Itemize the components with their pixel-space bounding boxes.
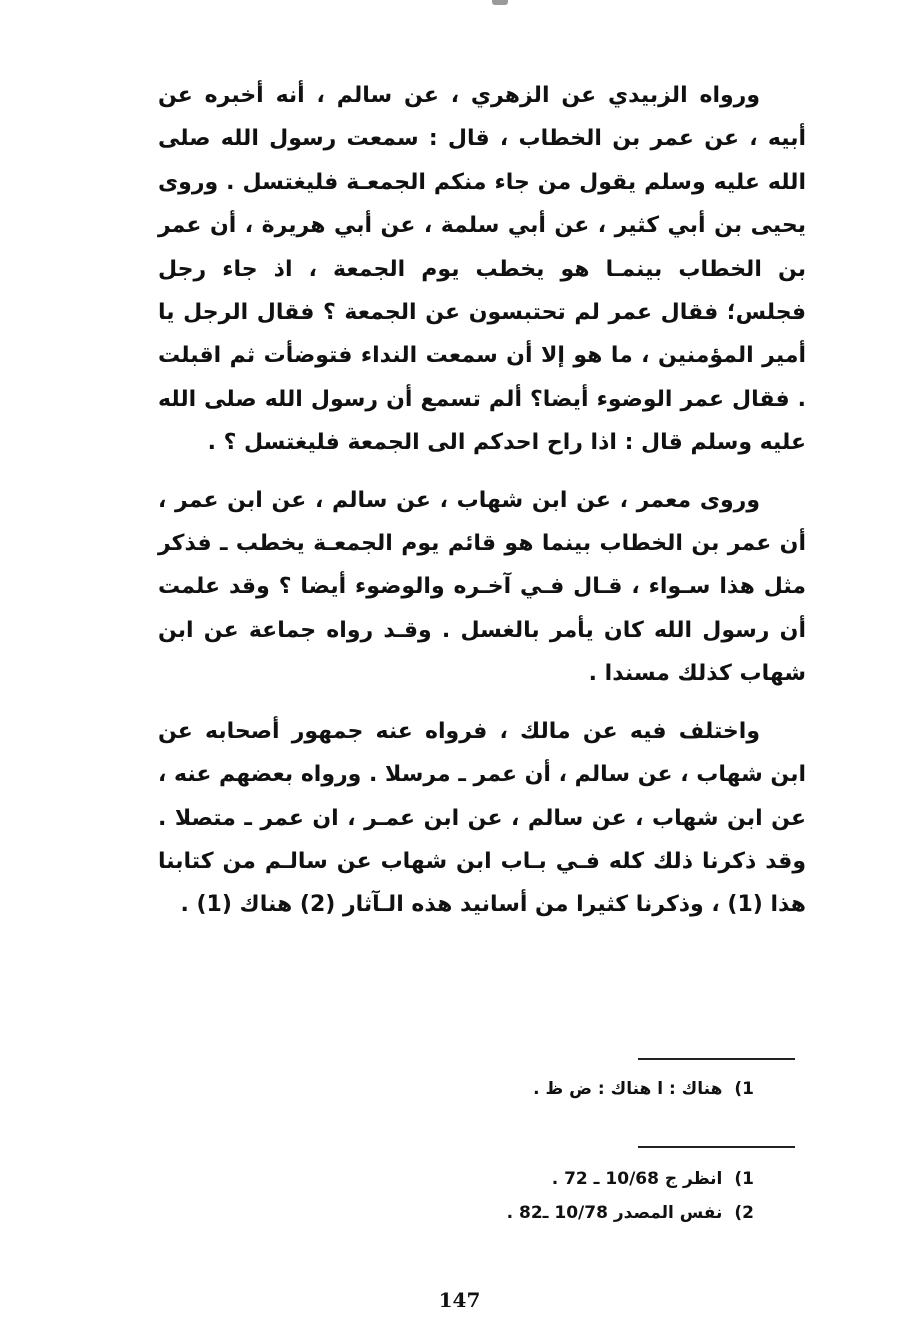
footnote-divider: [638, 1146, 795, 1148]
source-notes: [424, 1162, 754, 1230]
footnote-mark: 1): [734, 1169, 754, 1189]
footnote-text: هناك : ا هناك : ض ظ .: [533, 1079, 723, 1099]
paragraph: وروى معمر ، عن ابن شهاب ، عن سالم ، عن ابن عمر ، أن عمر بن الخطاب بينما هو قائم يوم الجمعـة يخطب ـ فذكر مثل هذا سـواء ، قـال فـي آخـره والوضوء أيضا ؟ وقد علمت أن رسول الله كان يأمر بالغسل . وقـد رواه جماعة عن ابن شهاب كذلك مسندا .: [158, 487, 806, 687]
footnote: [424, 1162, 754, 1196]
main-text: [158, 74, 806, 927]
footnote-mark: 2): [734, 1203, 754, 1223]
footnote-text: نفس المصدر 10/78 ـ82 .: [506, 1203, 723, 1223]
footnote: [424, 1196, 754, 1230]
footnote-mark: 1): [734, 1079, 754, 1099]
footnote-text: انظر ج 10/68 ـ 72 .: [551, 1169, 723, 1189]
variant-notes: [424, 1072, 754, 1106]
footnote-divider: [638, 1058, 795, 1060]
page-top-mark: [492, 0, 508, 5]
footnote: [424, 1072, 754, 1106]
paragraph: واختلف فيه عن مالك ، فرواه عنه جمهور أصحابه عن ابن شهاب ، عن سالم ، أن عمر ـ مرسلا . ورواه بعضهم عنه ، عن ابن شهاب ، عن سالم ، عن ابن عمـر ، ان عمر ـ متصلا . وقد ذكرنا ذلك كله فـي بـاب ابن شهاب عن سالـم من كتابنا هذا (1) ، وذكرنا كثيرا من أسانيد هذه الـآثار (2) هناك (1) .: [158, 718, 806, 918]
paragraph: ورواه الزبيدي عن الزهري ، عن سالم ، أنه أخبره عن أبيه ، عن عمر بن الخطاب ، قال : سمعت رسول الله صلى الله عليه وسلم يقول من جاء منكم الجمعـة فليغتسل . وروى يحيى بن أبي كثير ، عن أبي سلمة ، عن أبي هريرة ، أن عمر بن الخطاب بينمـا هو يخطب يوم الجمعة ، اذ جاء رجل فجلس؛ فقال عمر لم تحتبسون عن الجمعة ؟ فقال الرجل يا أمير المؤمنين ، ما هو إلا أن سمعت النداء فتوضأت ثم اقبلت . فقال عمر الوضوء أيضا؟ ألم تسمع أن رسول الله صلى الله عليه وسلم قال : اذا راح احدكم الى الجمعة فليغتسل ؟ .: [158, 83, 806, 456]
page-number: 147: [438, 1288, 481, 1312]
